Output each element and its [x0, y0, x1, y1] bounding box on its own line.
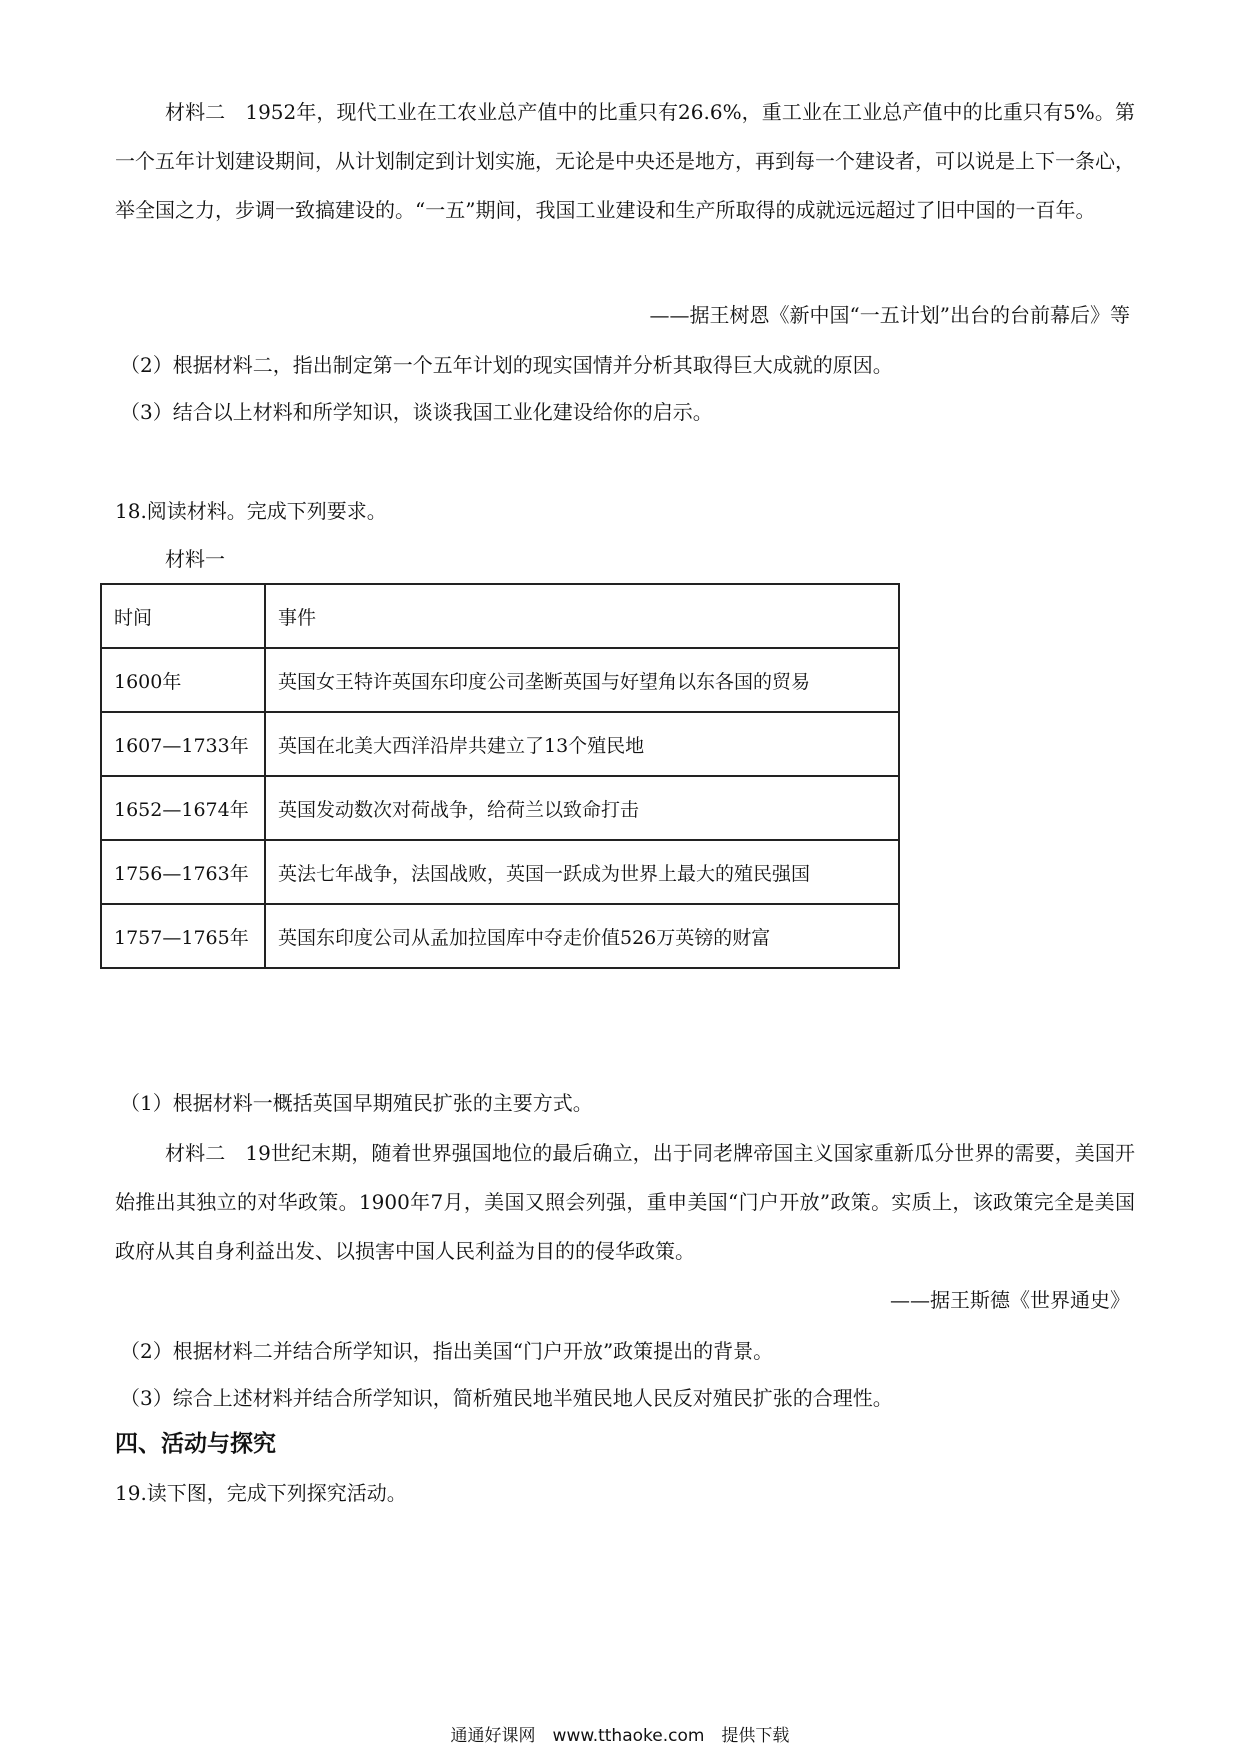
page-footer: 通通好课网 www.tthaoke.com 提供下载 — [450, 1726, 790, 1746]
material1-label: 材料一 — [165, 547, 225, 571]
table-row — [101, 904, 899, 968]
row-event: 英国女王特许英国东印度公司垄断英国与好望角以东各国的贸易 — [265, 648, 899, 712]
section-heading: 四、活动与探究 — [115, 1431, 276, 1457]
header-time: 时间 — [101, 584, 265, 648]
table-row — [101, 840, 899, 904]
table-row — [101, 776, 899, 840]
question-17-3: （3）结合以上材料和所学知识，谈谈我国工业化建设给你的启示。 — [120, 400, 713, 424]
row-event: 英国东印度公司从孟加拉国库中夺走价值526万英镑的财富 — [265, 904, 899, 968]
row-time: 1757—1765年 — [101, 904, 265, 968]
question-17-2: （2）根据材料二，指出制定第一个五年计划的现实国情并分析其取得巨大成就的原因。 — [120, 353, 893, 377]
material2-source: ——据王树恩《新中国“一五计划”出台的台前幕后》等 — [649, 303, 1130, 327]
table-row — [101, 712, 899, 776]
row-time: 1756—1763年 — [101, 840, 265, 904]
row-time: 1652—1674年 — [101, 776, 265, 840]
question-18-3: （3）综合上述材料并结合所学知识，简析殖民地半殖民地人民反对殖民扩张的合理性。 — [120, 1386, 893, 1410]
question-19: 19.读下图，完成下列探究活动。 — [115, 1481, 407, 1505]
question-18-2: （2）根据材料二并结合所学知识，指出美国“门户开放”政策提出的背景。 — [120, 1339, 774, 1363]
question-18-1: （1）根据材料一概括英国早期殖民扩张的主要方式。 — [120, 1091, 593, 1115]
material2-18-source: ——据王斯德《世界通史》 — [890, 1288, 1130, 1312]
material2-18-paragraph: 材料二 19世纪末期，随着世界强国地位的最后确立，出于同老牌帝国主义国家重新瓜分世界的需要，美国开始推出其独立的对华政策。1900年7月，美国又照会列强，重申美国“门户开放”政策。实质上，该政策完全是美国政府从其自身利益出发、以损害中国人民利益为目的的侵华政策。 — [115, 1141, 1135, 1263]
question-18-title: 18.阅读材料。完成下列要求。 — [115, 499, 387, 523]
events-table — [100, 583, 900, 969]
row-time: 1600年 — [101, 648, 265, 712]
material2-paragraph: 材料二 1952年，现代工业在工农业总产值中的比重只有26.6%，重工业在工业总产值中的比重只有5%。第一个五年计划建设期间，从计划制定到计划实施，无论是中央还是地方，再到每一个建设者，可以说是上下一条心，举全国之力，步调一致搞建设的。“一五”期间，我国工业建设和生产所取得的成就远远超过了旧中国的一百年。 — [115, 100, 1135, 222]
table-header-row — [101, 584, 899, 648]
row-event: 英法七年战争，法国战败，英国一跃成为世界上最大的殖民强国 — [265, 840, 899, 904]
row-time: 1607—1733年 — [101, 712, 265, 776]
row-event: 英国发动数次对荷战争，给荷兰以致命打击 — [265, 776, 899, 840]
table-row — [101, 648, 899, 712]
header-event: 事件 — [265, 584, 899, 648]
row-event: 英国在北美大西洋沿岸共建立了13个殖民地 — [265, 712, 899, 776]
